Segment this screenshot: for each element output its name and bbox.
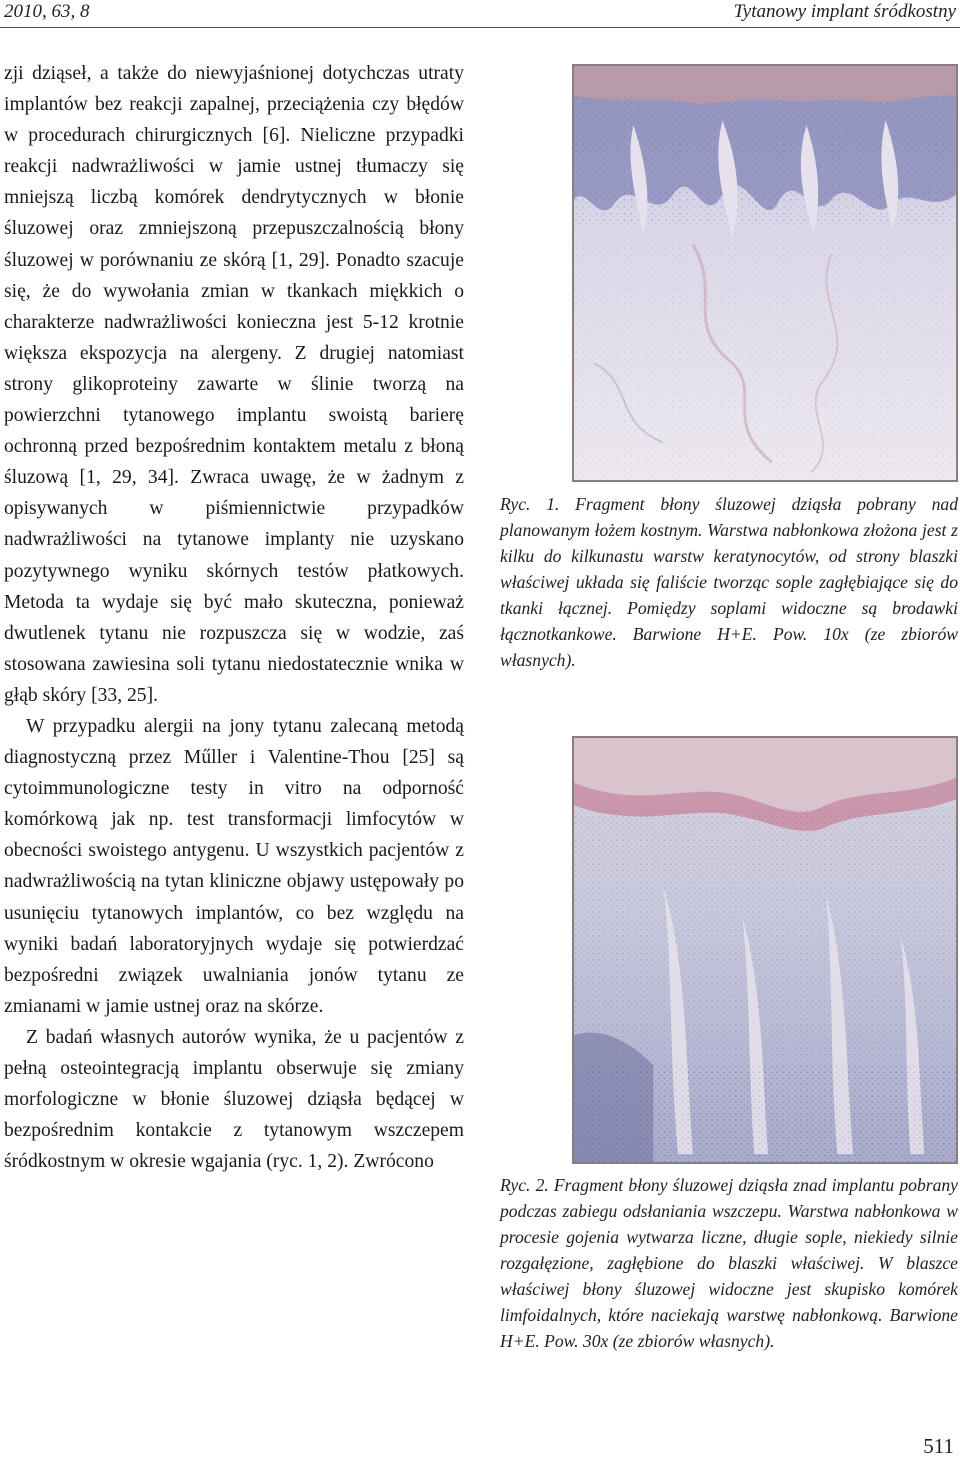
running-header-citation: 2010, 63, 8: [4, 1, 90, 22]
figure-2-micrograph: [572, 736, 958, 1164]
body-paragraph: zji dziąseł, a także do niewyjaśnionej dotychczas utraty implantów bez reakcji zapalnej, przeciążenia czy błędów w procedurach chirurgicznych [6]. Nieliczne przypadki reakcji nadwrażliwości w jamie ustnej tłumaczy się mniejszą liczbą komórek dendrytycznych w błonie śluzowej oraz zmniejszoną przepuszczalnością błony śluzowej w porównaniu ze skórą [1, 29]. Ponadto szacuje się, że do wywołania zmian w tkankach miękkich o charakterze nadwrażliwości konieczna jest 5-12 krotnie większa ekspozycja na alergeny. Z drugiej natomiast strony glikoproteiny zawarte w ślinie tworzą na powierzchni tytanowego implantu swoistą barierę ochronną przed bezpośrednim kontaktem metalu z błoną śluzową [1, 29, 34]. Zwraca uwagę, że w żadnym z opisywanych w piśmiennictwie przypadków nadwrażliwości na tytanowe implanty nie uzyskano pozytywnego wyniku skórnych testów płatkowych. Metoda ta wydaje się być mało skuteczna, ponieważ dwutlenek tytanu nie rozpuszcza się w wodzie, zaś stosowana zawiesina soli tytanu niedostatecznie wnika w głąb skóry [33, 25].: [4, 63, 464, 706]
figure-2-caption: Ryc. 2. Fragment błony śluzowej dziąsła znad implantu pobrany podczas zabiegu odsłaniania wszczepu. Warstwa nabłonkowa w procesie gojenia wytwarza liczne, długie sople, niekiedy silnie rozgałęzione, zagłębione do blaszki właściwej. W blaszce właściwej błony śluzowej widoczne jest skupisko komórek limfoidalnych, które naciekają warstwę nabłonkową. Barwione H+E. Pow. 30x (ze zbiorów własnych).: [500, 1175, 958, 1351]
histology-image-1: [574, 66, 956, 480]
running-header-title: Tytanowy implant śródkostny: [733, 1, 956, 22]
body-paragraph: Z badań własnych autorów wynika, że u pacjentów z pełną osteointegracją implantu obserwuje się zmiany morfologiczne w błonie śluzowej dziąsła będącej w bezpośrednim kontakcie z tytanowym wszczepem śródkostnym w okresie wgajania (ryc. 1, 2). Zwrócono: [4, 1026, 464, 1173]
body-text-column: [4, 58, 464, 1177]
histology-image-2: [574, 738, 956, 1162]
page-number: 511: [923, 1434, 954, 1458]
body-paragraph: W przypadku alergii na jony tytanu zalecaną metodą diagnostyczną przez Műller i Valentine-Thou [25] są cytoimmunologiczne testy in vitro na odporność komórkową jak np. test transformacji limfocytów w obecności swoistego antygenu. U wszystkich pacjentów z nadwrażliwością na tytan kliniczne objawy ustępowały po usunięciu tytanowych implantów, co bez względu na wyniki badań laboratoryjnych wydaje się potwierdzać bezpośredni związek uwalniania jonów tytanu ze zmianami w jamie ustnej oraz na skórze.: [4, 715, 464, 1017]
figure-1-caption: Ryc. 1. Fragment błony śluzowej dziąsła pobrany nad planowanym łożem kostnym. Warstwa nabłonkowa złożona jest z kilku do kilkunastu warstw keratynocytów, od strony blaszki właściwej układa się faliście tworząc sople zagłębiające się do tkanki łącznej. Pomiędzy soplami widoczne są brodawki łącznotkankowe. Barwione H+E. Pow. 10x (ze zbiorów własnych).: [500, 494, 958, 670]
header-divider: [0, 27, 960, 28]
figure-1-micrograph: [572, 64, 958, 482]
